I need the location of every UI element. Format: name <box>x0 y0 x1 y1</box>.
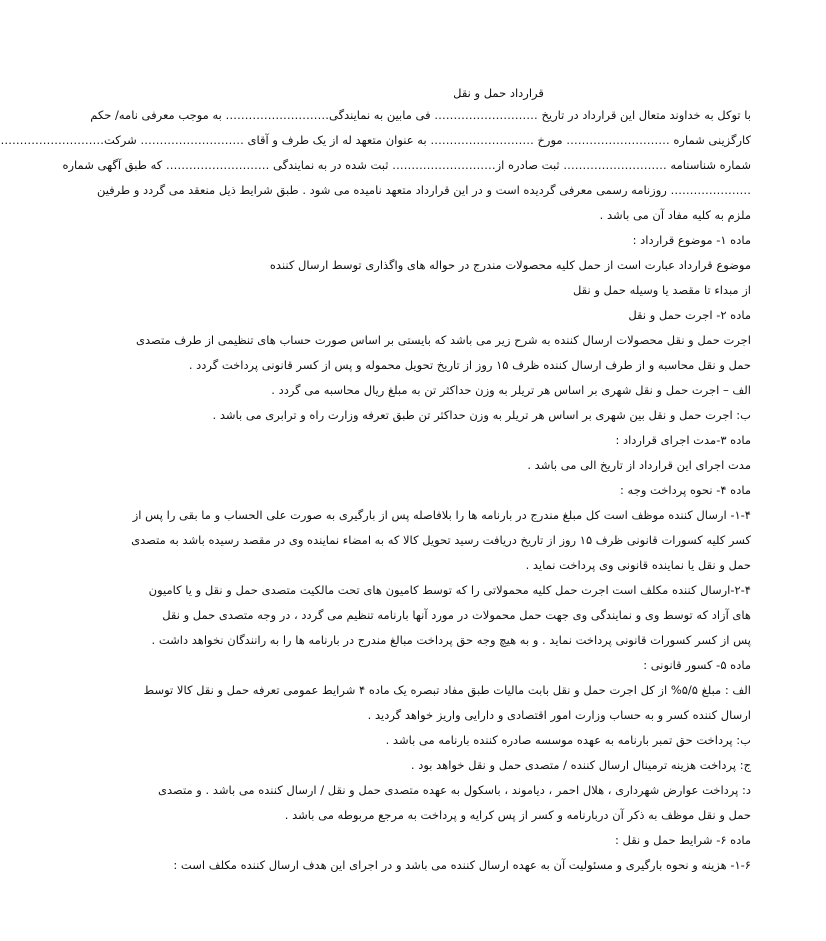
text-line: پس از کسر کسورات قانونی پرداخت نماید . و به هیچ وجه حق پرداخت مبالغ مندرج در بارنامه ها را به رانندگان نخواهد داشت . <box>151 633 751 647</box>
text-line: د: پرداخت عوارض شهرداری ، هلال احمر ، دیاموند ، باسکول به عهده متصدی حمل و نقل / ارسال کننده می باشد . و متصدی <box>157 783 751 797</box>
text-line: ………………… روزنامه رسمی معرفی گردیده است و در این قرارداد متعهد نامیده می شود . طبق شرایط ذیل منعقد می گردد و طرفین <box>96 183 751 197</box>
text-line: شماره شناسنامه ……………………… ثبت صادره از……………………… ثبت شده در به نمایندگی ……………………… که طبق آگهی شماره <box>62 158 751 172</box>
text-line: موضوع قرارداد عبارت است از حمل کلیه محصولات مندرج در حواله های واگذاری توسط ارسال کننده <box>269 258 751 272</box>
text-line: ۱-۴- ارسال کننده موظف است کل مبلغ مندرج در بارنامه ها را بلافاصله پس از بارگیری به صورت علی الحساب و ما بقی را پس از <box>132 508 751 522</box>
text-line: ماده ۵- کسور قانونی : <box>643 658 751 672</box>
text-line: اجرت حمل و نقل محصولات ارسال کننده به شرح زیر می باشد که بایستی بر اساس صورت حساب های تنظیمی از طرف متصدی <box>136 333 751 347</box>
text-line: ماده ۶- شرایط حمل و نقل : <box>615 833 751 847</box>
text-line: حمل و نقل یا نماینده قانونی وی پرداخت نماید . <box>525 558 751 572</box>
text-line: ب: اجرت حمل و نقل بین شهری بر اساس هر تریلر به وزن حداکثر تن طبق تعرفه وزارت راه و ترابری می باشد . <box>212 408 751 422</box>
text-line: حمل و نقل موظف به ذکر آن دربارنامه و کسر از پس کرایه و پرداخت به مرجع مربوطه می باشد . <box>284 808 751 822</box>
text-line: ماده ۲- اجرت حمل و نقل <box>628 308 751 322</box>
contract-body <box>0 103 751 878</box>
text-line: ۲-۴-ارسال کننده مکلف است اجرت حمل کلیه محمولاتی را که توسط کامیون های تحت مالکیت متصدی حمل و نقل و یا کامیون <box>148 583 751 597</box>
text-line: کسر کلیه کسورات قانونی ظرف ۱۵ روز از تاریخ دریافت رسید تحویل کالا که به امضاء نماینده وی در مقصد رسیده باشد به متصدی <box>131 533 751 547</box>
text-line: ج: پرداخت هزینه ترمینال ارسال کننده / متصدی حمل و نقل خواهد بود . <box>410 758 751 772</box>
document-title: قرارداد حمل و نقل <box>453 86 544 100</box>
text-line: با توکل به خداوند متعال این قرارداد در تاریخ ……………………… فی مابین به نمایندگی……………………… به موجب معرفی نامه/ حکم <box>90 108 751 122</box>
text-line: ماده ۳-مدت اجرای قرارداد : <box>615 433 751 447</box>
text-line: ماده ۱- موضوع قرارداد : <box>632 233 751 247</box>
text-line: الف : مبلغ ۵/۵% از کل اجرت حمل و نقل بابت مالیات طبق مفاد تبصره یک ماده ۴ شرایط عمومی تعرفه حمل و نقل کالا توسط <box>143 683 751 697</box>
text-line: ملزم به کلیه مفاد آن می باشد . <box>599 208 751 222</box>
text-line: حمل و نقل محاسبه و از طرف ارسال کننده ظرف ۱۵ روز از تاریخ تحویل محموله و پس از کسر قانونی پرداخت گردد . <box>188 358 751 372</box>
text-line: ارسال کننده کسر و به حساب وزارت امور اقتصادی و دارایی واریز خواهد گردید . <box>367 708 751 722</box>
text-line: ۱-۶- هزینه و نحوه بارگیری و مسئولیت آن به عهده ارسال کننده می باشد و در اجرای این هدف ارسال کننده مکلف است : <box>173 858 751 872</box>
text-line: از مبداء تا مقصد یا وسیله حمل و نقل <box>572 283 751 297</box>
text-line: کارگزینی شماره ……………………… مورخ ……………………… به عنوان متعهد له از یک طرف و آقای ……………………… شرکت……………………… <box>0 133 751 147</box>
text-line: مدت اجرای این قرارداد از تاریخ الی می باشد . <box>527 458 751 472</box>
text-line: الف – اجرت حمل و نقل شهری بر اساس هر تریلر به وزن حداکثر تن به مبلغ ریال محاسبه می گردد . <box>271 383 751 397</box>
text-line: های آزاد که توسط وی و نمایندگی وی جهت حمل محمولات در مورد آنها بارنامه تنظیم می گردد ، در وجه متصدی حمل و نقل <box>162 608 751 622</box>
text-line: ماده ۴- نحوه پرداخت وجه : <box>620 483 751 497</box>
text-line: ب: پرداخت حق تمبر بارنامه به عهده موسسه صادره کننده بارنامه می باشد . <box>385 733 751 747</box>
